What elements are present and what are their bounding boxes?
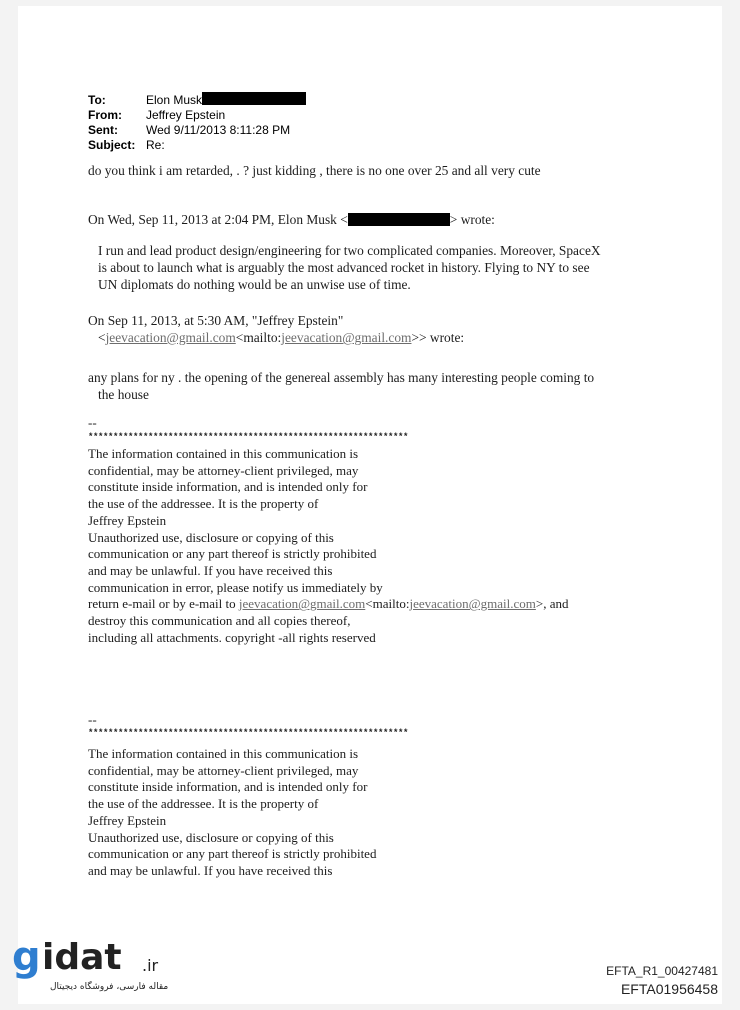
quote1-line: I run and lead product design/engineering for two complicated companies. Moreover, SpaceX [98,243,601,258]
disclaimer-block [88,746,376,880]
email-redaction [348,213,450,226]
quote1-intro-text: On Wed, Sep 11, 2013 at 2:04 PM, Elon Musk < [88,212,348,227]
stars-divider: **************************************************************** [88,728,409,738]
to-redaction [202,92,306,105]
signature-dash: -- [88,415,97,430]
disclaimer-line: confidential, may be attorney-client privileged, may [88,762,359,778]
email-link[interactable]: jeevacation@gmail.com [105,330,236,345]
disclaimer-line: confidential, may be attorney-client privileged, may [88,462,359,478]
disclaimer-line: the use of the addressee. It is the property of [88,796,319,812]
disclaimer-line: Unauthorized use, disclosure or copying of this [88,829,334,845]
disclaimer-line: communication or any part thereof is strictly prohibited [88,546,377,562]
return-suffix: >, and [535,596,569,612]
disclaimer-line: constitute inside information, and is intended only for [88,779,368,795]
sent-label: Sent: [88,123,118,137]
quote1-line: is about to launch what is arguably the most advanced rocket in history. Flying to NY to see [98,260,590,275]
quote2-intro: On Sep 11, 2013, at 5:30 AM, "Jeffrey Epstein" [88,313,344,328]
signature-dash: -- [88,712,97,727]
disclaimer-line: Unauthorized use, disclosure or copying of this [88,529,334,545]
quote2-body [88,369,594,403]
quote2-address [98,329,464,346]
quote1-line: UN diplomats do nothing would be an unwise use of time. [98,277,411,292]
mailto-link[interactable]: jeevacation@gmail.com [281,330,412,345]
return-mid: <mailto: [365,596,410,612]
mailto-link[interactable]: jeevacation@gmail.com [409,596,536,612]
quote2-addr-open: < [98,330,106,345]
disclaimer-line: constitute inside information, and is intended only for [88,479,368,495]
disclaimer-line: The information contained in this communication is [88,746,359,761]
quote2-line: the house [98,387,149,402]
disclaimer-line: and may be unlawful. If you have received this [88,862,333,878]
disclaimer-return-line [88,596,568,613]
disclaimer-line: The information contained in this communication is [88,446,359,461]
quote1-body [98,242,601,293]
to-value: Elon Musk [146,93,203,107]
disclaimer-line: including all attachments. copyright -all rights reserved [88,629,376,645]
logo-tagline: مقاله فارسی، فروشگاه دیجیتال [50,982,169,992]
email-link[interactable]: jeevacation@gmail.com [238,596,366,612]
to-label: To: [88,93,106,107]
quote2-addr-close: >> wrote: [411,330,465,345]
subject-value: Re: [146,138,165,152]
quote1-intro [88,211,495,228]
from-value: Jeffrey Epstein [146,108,226,122]
bates-number-2: EFTA01956458 [620,981,718,997]
watermark-logo [12,934,172,1000]
bates-number-1: EFTA_R1_00427481 [606,964,718,978]
document-page [18,6,722,1004]
quote1-intro-end: > wrote: [449,212,495,227]
disclaimer-line: communication in error, please notify us immediately by [88,579,383,595]
disclaimer-line: Jeffrey Epstein [88,812,167,828]
disclaimer-line: Jeffrey Epstein [88,512,167,528]
disclaimer-line: destroy this communication and all copies thereof, [88,613,351,629]
logo-g: g [12,934,41,980]
stars-divider: **************************************************************** [88,432,409,442]
from-label: From: [88,108,122,122]
reply-text: do you think i am retarded, . ? just kidding , there is no one over 25 and all very cute [88,163,541,178]
disclaimer-line: and may be unlawful. If you have received this [88,562,333,578]
disclaimer-line: the use of the addressee. It is the property of [88,496,319,512]
disclaimer-block [88,446,568,646]
sent-value: Wed 9/11/2013 8:11:28 PM [146,123,291,137]
quote2-addr-mid: <mailto: [235,330,282,345]
quote2-line: any plans for ny . the opening of the genereal assembly has many interesting people coming to [88,370,595,385]
disclaimer-line: communication or any part thereof is strictly prohibited [88,846,377,862]
subject-label: Subject: [88,138,136,152]
return-prefix: return e-mail or by e-mail to [88,596,239,612]
logo-wordmark: idat [42,937,122,978]
logo-tld: .ir [142,956,159,975]
